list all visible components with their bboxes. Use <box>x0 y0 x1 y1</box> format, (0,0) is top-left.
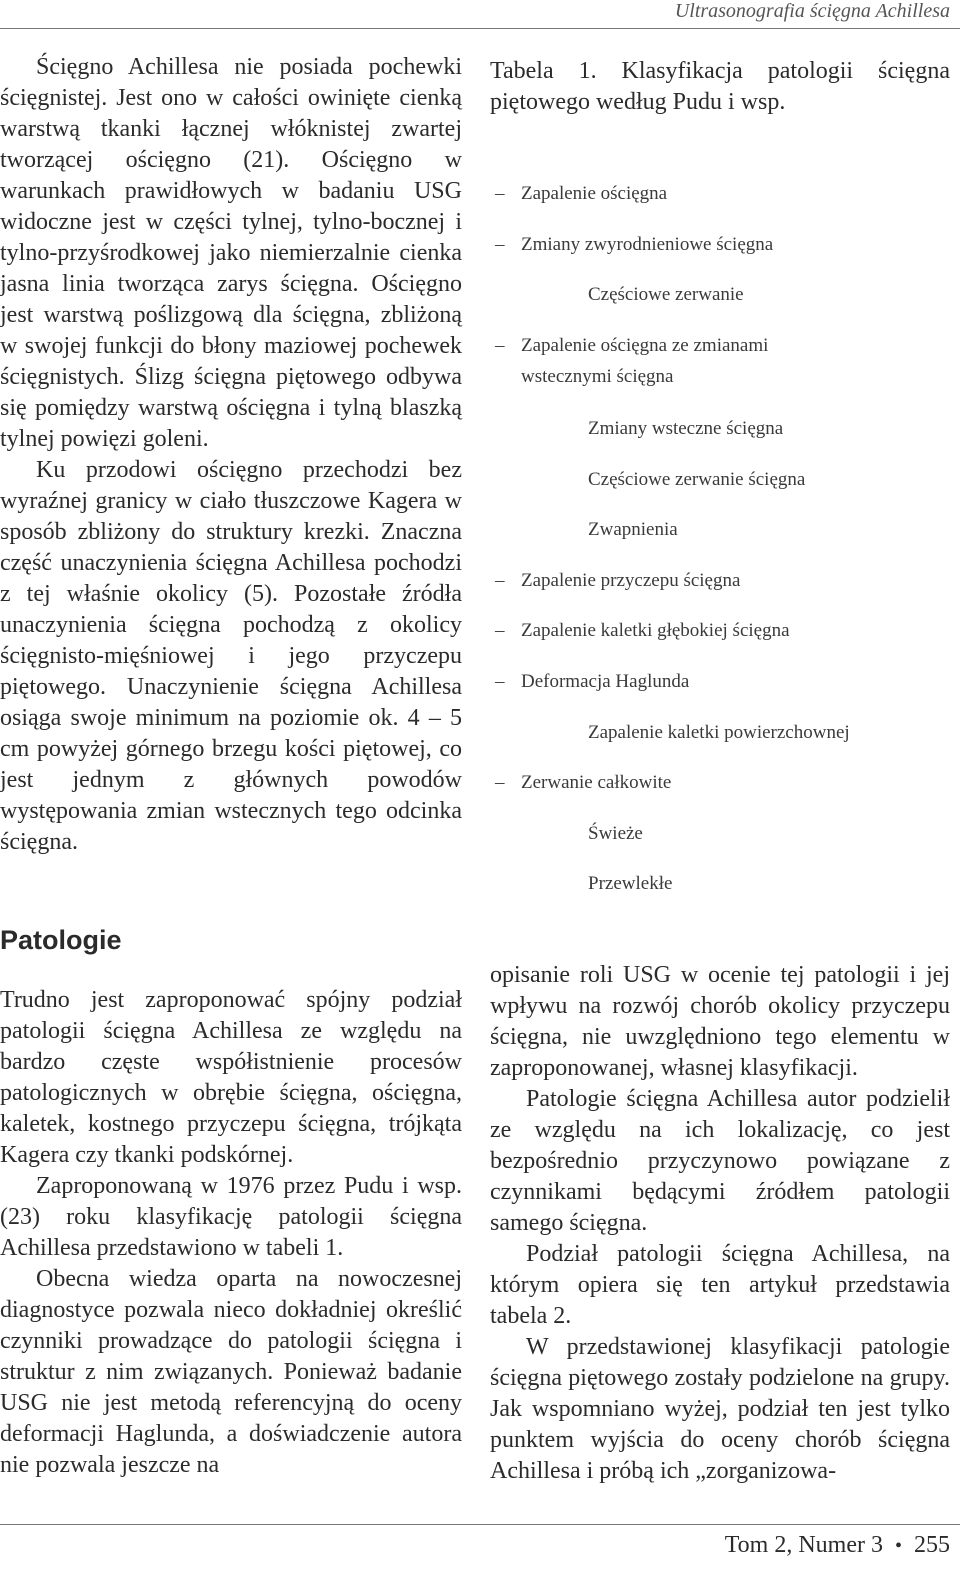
header-rule <box>0 28 960 29</box>
page-footer <box>725 1532 950 1559</box>
table-row-text: Przewlekłe <box>588 873 673 894</box>
table-row <box>495 615 790 646</box>
footer-rule <box>0 1524 960 1525</box>
paragraph: Patologie ścięgna Achillesa autor podzielił ze względu na ich lokalizację, co jest bezpośrednio przyczynowo powiązane z czynnikami będącymi źródłem patologii samego ścięgna. <box>490 1086 950 1236</box>
table-row-text: Zapalenie ościęgna ze zmianami <box>521 335 769 356</box>
paragraph: Ku przodowi ościęgno przechodzi bez wyraźnej granicy w ciało tłuszczowe Kagera w sposób zbliżony do struktury krezki. Znaczna część unaczynienia ścięgna Achillesa pochodzi z tej właśnie okolicy (5). Pozostałe źródła unaczynienia ścięgna pochodzą z okolicy ścięgnisto-mięśniowej i jego przyczepu piętowego. Unaczynienie ścięgna Achillesa osiąga swoje minimum na poziomie ok. 4 – 5 cm powyżej górnego brzegu kości piętowej, co jest jednym z głównych powodów występowania zmian wstecznych tego odcinka ścięgna. <box>0 457 462 855</box>
paragraph: Trudno jest zaproponować spójny podział patologii ścięgna Achillesa ze względu na bardzo częste współistnienie procesów patologicznych w obrębie ścięgna, ościęgna, kaletek, kostnego przyczepu ścięgna, trójkąta Kagera czy tkanki podskórnej. <box>0 987 462 1168</box>
running-head: Ultrasonografia ścięgna Achillesa <box>674 0 950 22</box>
table-row <box>588 868 672 899</box>
dash: – <box>495 234 505 255</box>
column-bottom-left <box>0 985 462 1481</box>
table-row-text: Zapalenie kaletki powierzchownej <box>588 722 850 743</box>
issue-label: Tom 2, Numer 3 <box>724 1532 883 1558</box>
table-row-text: Zmiany zwyrodnieniowe ścięgna <box>521 234 774 255</box>
column-bottom-right <box>490 960 950 1487</box>
table-row-text: Deformacja Haglunda <box>521 671 690 692</box>
table-row <box>588 717 850 748</box>
table-row <box>495 666 689 697</box>
dash: – <box>495 335 505 356</box>
column-top-left <box>0 52 462 858</box>
table-row <box>588 818 643 849</box>
table-row-text: Zwapnienia <box>588 519 678 540</box>
table-row <box>588 279 744 310</box>
table-row-text: Zapalenie kaletki głębokiej ścięgna <box>521 620 790 641</box>
dash: – <box>495 570 505 591</box>
paragraph: Ścięgno Achillesa nie posiada pochewki ścięgnistej. Jest ono w całości owinięte cienką warstwą tkanki łącznej włóknistej zwartej tworzącej ościęgno (21). Ościęgno w warunkach prawidłowych w badaniu USG widoczne jest w części tylnej, tylno-bocznej i tylno-przyśrodkowej jako niemierzalnie cienka jasna linia tworząca zarys ścięgna. Ościęgno jest warstwą poślizgową dla ścięgna, zbliżoną w swojej funkcji do błony maziowej pochewek ścięgnistych. Ślizg ścięgna piętowego odbywa się pomiędzy warstwą ościęgna i tylną blaszką tylnej powięzi goleni. <box>0 54 462 452</box>
section-heading: Patologie <box>0 925 122 955</box>
table-row-text: Zapalenie ościęgna <box>521 183 668 204</box>
dash: – <box>495 772 505 793</box>
table-caption: Tabela 1. Klasyfikacja patologii ścięgna piętowego według Pudu i wsp. <box>490 58 950 115</box>
paragraph: Podział patologii ścięgna Achillesa, na którym opiera się ten artykuł przedstawia tabela 2. <box>490 1241 950 1329</box>
table-row <box>588 514 678 545</box>
table-row-text: Zapalenie przyczepu ścięgna <box>521 570 741 591</box>
page-number: 255 <box>914 1532 950 1558</box>
table-row <box>495 565 740 596</box>
table-row <box>495 178 667 209</box>
paragraph: Zaproponowaną w 1976 przez Pudu i wsp. (23) roku klasyfikację patologii ścięgna Achillesa przedstawiono w tabeli 1. <box>0 1173 462 1261</box>
paragraph: opisanie roli USG w ocenie tej patologii i jej wpływu na rozwój chorób okolicy przyczepu ścięgna, nie uwzględniono tego elementu w zaproponowanej, własnej klasyfikacji. <box>490 962 950 1081</box>
paragraph: W przedstawionej klasyfikacji patologie ścięgna piętowego zostały podzielone na grupy. Jak wspomniano wyżej, podział ten jest tylko punktem wyjścia do oceny chorób ścięgna Achillesa i próbą ich „zorganizowa- <box>490 1334 950 1484</box>
paragraph: Obecna wiedza oparta na nowoczesnej diagnostyce pozwala nieco dokładniej określić czynniki prowadzące do patologii ścięgna i struktur z nim związanych. Ponieważ badanie USG nie jest metodą referencyjną do oceny deformacji Haglunda, a doświadczenie autora nie pozwala jeszcze na <box>0 1266 462 1478</box>
table-row-text: Świeże <box>588 823 643 844</box>
table-row <box>495 330 768 392</box>
table-row-text-continued: wstecznymi ścięgna <box>521 366 674 387</box>
table-row <box>495 767 671 798</box>
table-row-text: Częściowe zerwanie ścięgna <box>588 469 806 490</box>
table-row <box>495 229 773 260</box>
dash: – <box>495 620 505 641</box>
table-row-text: Zerwanie całkowite <box>521 772 672 793</box>
dash: – <box>495 671 505 692</box>
table-row <box>588 464 805 495</box>
dash: – <box>495 183 505 204</box>
table-row <box>588 413 783 444</box>
table-row-text: Częściowe zerwanie <box>588 284 744 305</box>
bullet-separator: • <box>894 1535 902 1557</box>
table-row-text: Zmiany wsteczne ścięgna <box>588 418 784 439</box>
